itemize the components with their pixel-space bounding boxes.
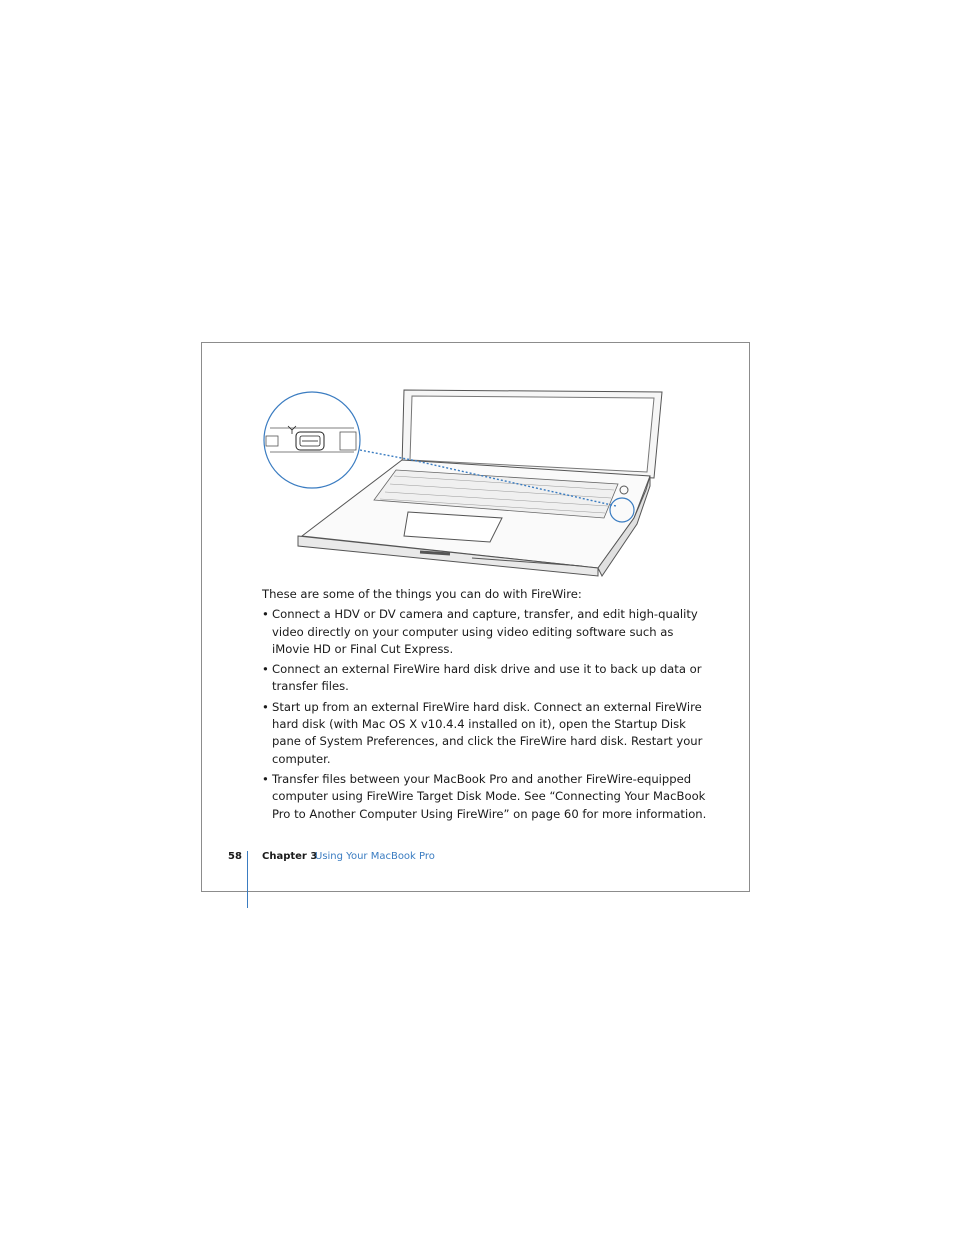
bullet-glyph: • <box>262 662 269 677</box>
firewire-uses-list <box>262 606 712 823</box>
macbook-firewire-illustration <box>262 386 672 582</box>
list-item <box>262 661 712 696</box>
list-item <box>262 699 712 768</box>
list-item-text: Start up from an external FireWire hard disk. Connect an external FireWire hard disk (with Mac OS X v10.4.4 installed on it), open the Startup Disk pane of System Preferences, and click the FireWire hard disk. Restart your computer. <box>272 699 703 766</box>
chapter-title: Using Your MacBook Pro <box>315 851 435 862</box>
list-item <box>262 606 712 658</box>
bullet-glyph: • <box>262 607 269 622</box>
list-item-text: Transfer files between your MacBook Pro and another FireWire-equipped computer using FireWire Target Disk Mode. See “Connecting Your MacBook Pro to Another Computer Using FireWire” on page 60 for more information. <box>272 771 707 821</box>
body-text <box>262 586 712 826</box>
list-item-text: Connect a HDV or DV camera and capture, transfer, and edit high-quality video directly on your computer using video editing software such as iMovie HD or Final Cut Express. <box>272 607 698 656</box>
footer-rule <box>247 851 248 908</box>
front-latch <box>420 552 450 554</box>
page-number: 58 <box>228 851 242 862</box>
port-zoom-callout <box>264 392 360 488</box>
bullet-glyph: • <box>262 771 269 786</box>
list-item-text: Connect an external FireWire hard disk drive and use it to back up data or transfer files. <box>272 662 702 694</box>
bullet-glyph: • <box>262 699 269 714</box>
list-item <box>262 771 712 823</box>
chapter-label: Chapter 3 <box>262 851 318 862</box>
intro-paragraph: These are some of the things you can do with FireWire: <box>262 587 582 601</box>
